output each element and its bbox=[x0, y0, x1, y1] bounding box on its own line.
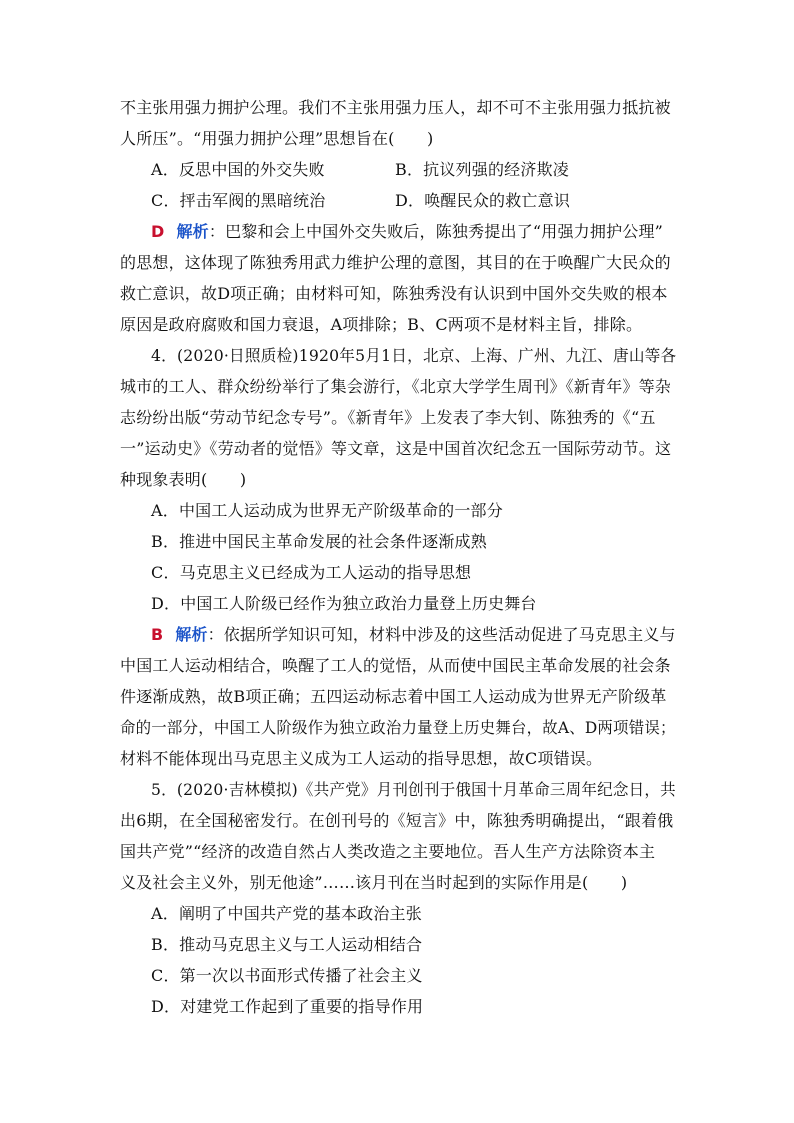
q5-stem-line-3: 国共产党”“经济的改造自然占人类改造之主要地位。吾人生产方法除资本主 bbox=[120, 842, 656, 861]
q3-analysis-line-2: 的思想，这体现了陈独秀用武力维护公理的意图，其目的在于唤醒广大民众的 bbox=[120, 253, 671, 272]
q5-stem-line-1: 5．(2020·吉林模拟)《共产党》月刊创刊于俄国十月革命三周年纪念日，共 bbox=[151, 780, 676, 799]
q3-stem-line-1: 不主张用强力拥护公理。我们不主张用强力压人，却不可不主张用强力抵抗被 bbox=[120, 98, 671, 117]
q4-analysis-line-1 bbox=[151, 625, 676, 645]
q4-stem-line-5: 种现象表明( ) bbox=[120, 470, 247, 489]
q4-answer: B bbox=[151, 625, 164, 644]
q4-option-b: B．推进中国民主革命发展的社会条件逐渐成熟 bbox=[151, 532, 487, 551]
q3-option-d: D．唤醒民众的救亡意识 bbox=[395, 191, 571, 210]
q3-analysis-line-1 bbox=[151, 222, 663, 242]
q4-stem-line-2: 城市的工人、群众纷纷举行了集会游行，《北京大学学生周刊》《新青年》等杂 bbox=[120, 377, 672, 396]
q3-option-b: B．抗议列强的经济欺凌 bbox=[395, 160, 569, 179]
q5-option-b: B．推动马克思主义与工人运动相结合 bbox=[151, 935, 423, 954]
q4-analysis-label: 解析 bbox=[175, 625, 208, 644]
q4-option-d: D．中国工人阶级已经作为独立政治力量登上历史舞台 bbox=[151, 594, 537, 613]
q4-analysis-text-1: ：依据所学知识可知，材料中涉及的这些活动促进了马克思主义与 bbox=[207, 625, 676, 644]
q3-analysis-text-1: ：巴黎和会上中国外交失败后，陈独秀提出了“用强力拥护公理” bbox=[208, 222, 664, 241]
q5-stem-line-2: 出6期，在全国秘密发行。在创刊号的《短言》中，陈独秀明确提出，“跟着俄 bbox=[120, 811, 674, 830]
q5-option-a: A．阐明了中国共产党的基本政治主张 bbox=[151, 904, 422, 923]
q3-analysis-line-3: 救亡意识，故D项正确；由材料可知，陈独秀没有认识到中国外交失败的根本 bbox=[120, 284, 668, 303]
q4-analysis-line-2: 中国工人运动相结合，唤醒了工人的觉悟，从而使中国民主革命发展的社会条 bbox=[120, 656, 671, 675]
q3-option-a: A．反思中国的外交失败 bbox=[151, 160, 325, 179]
q4-analysis-line-4: 命的一部分，中国工人阶级作为独立政治力量登上历史舞台，故A、D两项错误； bbox=[120, 718, 676, 737]
q3-analysis-line-4: 原因是政府腐败和国力衰退，A项排除；B、C两项不是材料主旨，排除。 bbox=[120, 315, 643, 334]
q3-stem-line-2: 人所压”。“用强力拥护公理”思想旨在( ) bbox=[120, 129, 434, 148]
q3-answer: D bbox=[151, 222, 165, 241]
q4-option-a: A．中国工人运动成为世界无产阶级革命的一部分 bbox=[151, 501, 503, 520]
q4-analysis-line-3: 件逐渐成熟，故B项正确；五四运动标志着中国工人运动成为世界无产阶级革 bbox=[120, 687, 667, 706]
q5-stem-line-4: 义及社会主义外，别无他途”……该月刊在当时起到的实际作用是( ) bbox=[120, 873, 628, 892]
q4-stem-line-3: 志纷纷出版“劳动节纪念专号”。《新青年》上发表了李大钊、陈独秀的《“五 bbox=[120, 408, 656, 427]
q3-analysis-label: 解析 bbox=[176, 222, 209, 241]
q5-option-d: D．对建党工作起到了重要的指导作用 bbox=[151, 997, 424, 1016]
q4-option-c: C．马克思主义已经成为工人运动的指导思想 bbox=[151, 563, 472, 582]
q4-stem-line-4: 一”运动史》《劳动者的觉悟》等文章，这是中国首次纪念五一国际劳动节。这 bbox=[120, 439, 672, 458]
q4-stem-line-1: 4．(2020·日照质检)1920年5月1日，北京、上海、广州、九江、唐山等各 bbox=[151, 346, 677, 365]
q3-option-c: C．抨击军阀的黑暗统治 bbox=[151, 191, 326, 210]
q4-analysis-line-5: 材料不能体现出马克思主义成为工人运动的指导思想，故C项错误。 bbox=[120, 749, 603, 768]
q5-option-c: C．第一次以书面形式传播了社会主义 bbox=[151, 966, 423, 985]
